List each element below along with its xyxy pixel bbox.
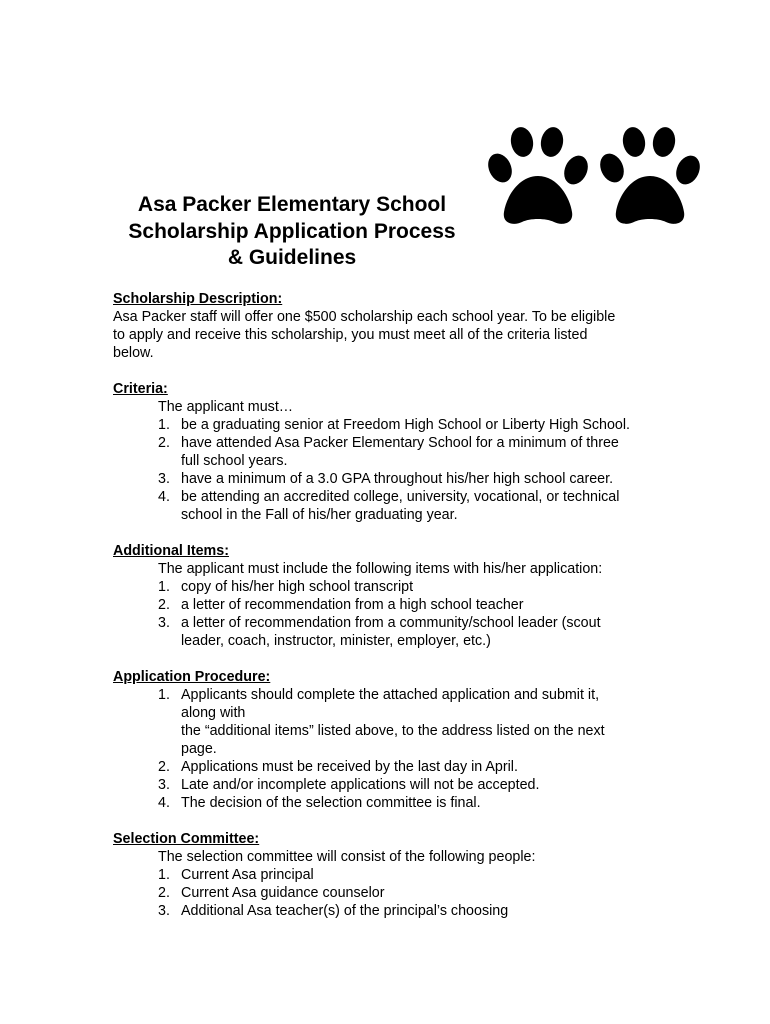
list-item-line: The decision of the selection committee is final. bbox=[181, 795, 481, 811]
criteria-section bbox=[113, 380, 673, 524]
list-item-line: Current Asa guidance counselor bbox=[181, 885, 385, 901]
list-item bbox=[113, 884, 673, 902]
list-number: 4. bbox=[158, 489, 170, 505]
list-item-line: have a minimum of a 3.0 GPA throughout his/her high school career. bbox=[181, 471, 614, 487]
paw-prints-icon bbox=[488, 126, 700, 228]
list-item bbox=[113, 866, 673, 884]
list-number: 3. bbox=[158, 615, 170, 631]
section-heading: Scholarship Description: bbox=[113, 291, 283, 307]
criteria-list bbox=[113, 416, 673, 524]
paragraph-line: to apply and receive this scholarship, you must meet all of the criteria listed bbox=[113, 327, 588, 343]
list-item-line: Applicants should complete the attached application and submit it, bbox=[181, 687, 600, 703]
selection-committee-section bbox=[113, 830, 673, 920]
list-number: 1. bbox=[158, 867, 170, 883]
list-item-line: along with bbox=[181, 705, 246, 721]
list-item bbox=[113, 416, 673, 434]
list-item-line: Additional Asa teacher(s) of the principal’s choosing bbox=[181, 903, 509, 919]
section-heading: Selection Committee: bbox=[113, 831, 260, 847]
list-number: 1. bbox=[158, 417, 170, 433]
list-item bbox=[113, 902, 673, 920]
title-line: & Guidelines bbox=[227, 246, 357, 269]
list-item-line: leader, coach, instructor, minister, employer, etc.) bbox=[181, 633, 491, 649]
list-number: 3. bbox=[158, 777, 170, 793]
list-item-line: Late and/or incomplete applications will not be accepted. bbox=[181, 777, 540, 793]
scholarship-description-section bbox=[113, 290, 673, 362]
list-item-line: have attended Asa Packer Elementary School for a minimum of three bbox=[181, 435, 619, 451]
section-heading: Criteria: bbox=[113, 381, 168, 397]
list-item-line: be a graduating senior at Freedom High School or Liberty High School. bbox=[181, 417, 631, 433]
list-item-line: page. bbox=[181, 741, 217, 757]
document-body bbox=[113, 290, 673, 938]
list-number: 4. bbox=[158, 795, 170, 811]
section-heading: Additional Items: bbox=[113, 543, 229, 559]
list-item bbox=[113, 776, 673, 794]
list-item-line: copy of his/her high school transcript bbox=[181, 579, 414, 595]
list-item-line: the “additional items” listed above, to the address listed on the next bbox=[181, 723, 605, 739]
section-intro: The applicant must… bbox=[158, 399, 294, 415]
section-heading: Application Procedure: bbox=[113, 669, 271, 685]
list-item-line: Applications must be received by the last day in April. bbox=[181, 759, 518, 775]
committee-list bbox=[113, 866, 673, 920]
list-number: 2. bbox=[158, 759, 170, 775]
title-line: Scholarship Application Process bbox=[128, 219, 456, 243]
list-number: 3. bbox=[158, 471, 170, 487]
left-paw-icon bbox=[488, 126, 592, 224]
list-item bbox=[113, 686, 673, 758]
right-paw-icon bbox=[596, 126, 700, 224]
list-number: 2. bbox=[158, 885, 170, 901]
list-item-line: Current Asa principal bbox=[181, 867, 314, 883]
list-item-line: school in the Fall of his/her graduating year. bbox=[181, 507, 458, 523]
list-item bbox=[113, 470, 673, 488]
application-procedure-section bbox=[113, 668, 673, 812]
section-intro: The applicant must include the following items with his/her application: bbox=[158, 561, 603, 577]
paragraph-line: below. bbox=[113, 345, 154, 361]
section-intro: The selection committee will consist of the following people: bbox=[158, 849, 536, 865]
list-item bbox=[113, 488, 673, 524]
title-line: Asa Packer Elementary School bbox=[137, 193, 447, 216]
page-title bbox=[104, 192, 480, 272]
list-number: 3. bbox=[158, 903, 170, 919]
list-item bbox=[113, 596, 673, 614]
additional-items-section bbox=[113, 542, 673, 650]
list-item bbox=[113, 614, 673, 650]
list-item bbox=[113, 794, 673, 812]
list-item-line: be attending an accredited college, university, vocational, or technical bbox=[181, 489, 620, 505]
list-number: 2. bbox=[158, 435, 170, 451]
list-item bbox=[113, 578, 673, 596]
list-item bbox=[113, 758, 673, 776]
list-item bbox=[113, 434, 673, 470]
list-number: 1. bbox=[158, 687, 170, 703]
list-item-line: a letter of recommendation from a high school teacher bbox=[181, 597, 524, 613]
list-item-line: full school years. bbox=[181, 453, 288, 469]
paragraph-line: Asa Packer staff will offer one $500 scholarship each school year. To be eligible bbox=[113, 309, 616, 325]
list-number: 2. bbox=[158, 597, 170, 613]
procedure-list bbox=[113, 686, 673, 812]
list-item-line: a letter of recommendation from a community/school leader (scout bbox=[181, 615, 601, 631]
additional-items-list bbox=[113, 578, 673, 650]
list-number: 1. bbox=[158, 579, 170, 595]
